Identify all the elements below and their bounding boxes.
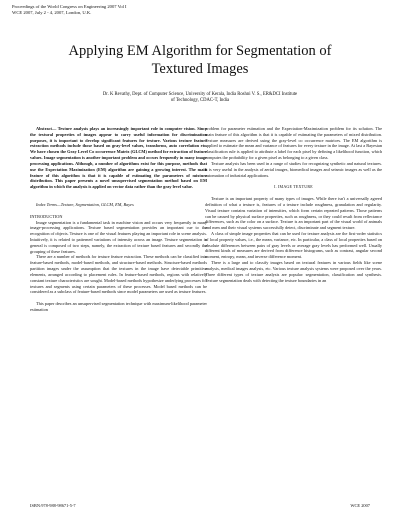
texture-paragraph-2: A class of simple image properties that can be used for texture analysis are the first-order statistics of local property values, i.e., the mean, variance, etc. In particular, a class of local properties based on absolute differences between pairs of gray levels or average gray levels has performed well. Usually different kinds of measures are derived from difference histograms, such as contrast, angular second moment, entropy, mean, and inverse difference moment. <box>205 231 382 260</box>
header-line-2: WCE 2007, July 2 - 4, 2007, London, U.K. <box>12 10 92 15</box>
footer-isbn: ISBN:978-988-98671-5-7 <box>30 503 76 508</box>
right-column <box>205 126 382 283</box>
author-line-2: of Technology, CDAC-T, India <box>170 98 230 104</box>
index-terms: Index Terms—Texture, Segmentation, GLCM, EM, Bayes <box>36 201 134 207</box>
footer-conference: WCE 2007 <box>350 503 370 508</box>
running-header <box>12 4 127 16</box>
abstract: Abstract— Texture analysis plays an increasingly important role in computer vision. Since the textural properties of images appear to carry useful information for discrimination purposes, it is important to develop significant features for texture. Various texture feature extraction methods include those based on gray-level values, transforms, auto correlation etc. We have chosen the Gray Level Co occurrence Matrix (GLCM) method for extraction of feature values. Image segmentation is another important problem and occurs frequently in many image processing applications. Although, a number of algorithms exist for this purpose, methods that use the Expectation Maximization (EM) algorithm are gaining a growing interest. The main feature of this algorithm is that it is capable of estimating the parameters of mixture distribution. This paper presents a novel unsupervised segmentation method based on EM algorithm in which the analysis is applied on vector data rather than the gray level value. <box>30 126 207 190</box>
intro-paragraph-3: This paper describes an unsupervised segmentation technique with maximum-likelihood parameter estimation <box>30 301 207 312</box>
intro-paragraph-1: Image segmentation is a fundamental task in machine vision and occurs very frequently in many image-processing applications. Texture based segmentation provides an important cue to the recognition of objects. Texture is one of the visual features playing an important role in scene analysis. Intuitively, it is related to patterned variations of intensity across an image. Texture segmentation in general is composed of two steps, namely, the extraction of texture based features and secondly the grouping of these features. <box>30 219 207 254</box>
title-line-2: Textured Images <box>151 61 249 77</box>
intro-paragraph-2: There are a number of methods for texture feature extraction. These methods can be classified into feature-based methods, model-based methods, and structure-based methods. Structure-based methods partition images under the assumption that the textures in the image have detectable primitive elements, arranged according to placement rules. In feature-based methods, regions with relatively constant texture characteristics are sought. Model-based methods hypothesize underlying processes for textures and segments using certain parameters of these processes. Model based methods can be considered as a subclass of feature-based methods since model parameters are used as texture features. <box>30 254 207 295</box>
author-line-1: Dr. K Revathy, Dept. of Computer Science, University of Kerala, India Roshni V. S., ER&DCI Institute <box>102 92 298 97</box>
author-block <box>30 92 370 105</box>
paper-title <box>0 42 400 78</box>
header-line-1: Proceedings of the World Congress on Engineering 2007 Vol I <box>12 4 127 9</box>
introduction-heading: INTRODUCTION <box>30 213 63 219</box>
left-column <box>30 126 207 313</box>
texture-paragraph-3: There is a large and to classify images based on textural features in various fields like scene analysis, medical images analysis, etc. Various texture analysis systems were proposed over the years. Three different types of texture analysis are popular: segmentation, classification and synthesis. Texture segmentation deals with detecting the texture boundaries in an <box>205 260 382 283</box>
texture-paragraph-1: Texture is an important property of many types of images. While there isn't a universally agreed definition of what a texture is, features of a texture include roughness, granulation and regularity. Visual texture contains variation of intensities, which form certain repeated patterns. Those patterns can be caused by physical surface properties, such as roughness, or they could result from reflectance differences, such as the color on a surface. Texture is an important part of the visual world of animals and men and their visual systems successfully detect, discriminate and segment texture. <box>205 196 382 231</box>
title-line-1: Applying EM Algorithm for Segmentation of <box>68 43 332 59</box>
right-paragraph-2: Texture analysis has been used in a range of studies for recognizing synthetic and natural textures. It is very useful in the analysis of aerial images, biomedical images and seismic images as well as the automation of industrial applications. <box>205 160 382 178</box>
section-heading-image-texture: I. IMAGE TEXTURE <box>274 184 313 190</box>
right-paragraph-continued: problem for parameter estimation and the Expectation-Maximization problem for its solution. The main feature of this algorithm is that it is capable of estimating the parameters of mixed distribution. Texture measures are derived using the gray-level co occurrence matrices. The EM algorithm is applied to estimate the mean and variance of features for every texture in the image. At last a Bayesian classification rule is applied to attribute a label for each pixel by defining a likelihood function, which computes the probability for a given pixel as belonging to a given class. <box>205 126 382 161</box>
